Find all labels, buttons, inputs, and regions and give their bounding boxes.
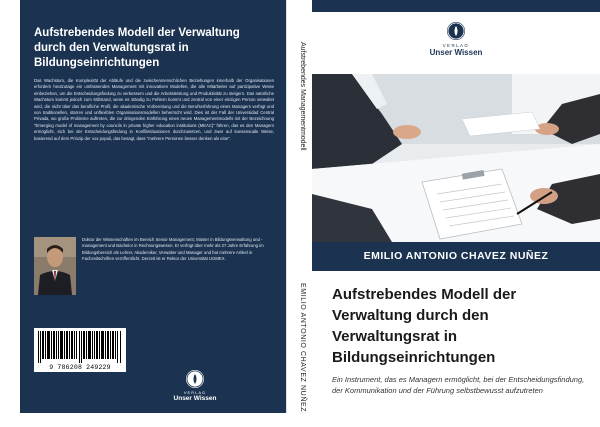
publisher-emblem-icon: [447, 22, 465, 40]
front-cover: [312, 0, 600, 413]
author-bar: [312, 242, 600, 271]
front-logo-brand: Unser Wissen: [429, 48, 483, 57]
author-photo: [34, 237, 76, 295]
barcode: [34, 328, 126, 372]
front-title: Aufstrebendes Modell der Verwaltung durch den Verwaltungsrat in Bildungseinrichtungen: [332, 286, 517, 366]
back-logo-verlag: VERLAG: [183, 390, 207, 395]
back-cover-description: Das Wachstum, die Komplexität der Abläufe und die zwischenmenschlichen Beziehungen innerhalb der Organisationen erfordern heutzutage ein umfassendes Management mit innovativen Modellen, die alle Mitarbeiter auf partizipative Weise einbeziehen, um die Entscheidungsfindung zu verbessern und die Arbeitsleistung und Produktivität zu steigern. Das natürliche Wachstum kommt jedoch zum Stillstand, wenn es ständig zu Fehlern kommt und zentral von einer einzigen Person verwaltet wird, die nicht über das berufliche Profil, die akademische Vorbereitung und die Berufserfahrung eines Managers verfügt und von traditionellen, starren und unflexiblen Organisationsmodellen beherrscht wird. Dies ist der Fall der Universidad Central Privada, wo große Probleme auftreten, die zur dringenden Einführung eines neuen Managementmodells mit der Bezeichnung "Emerging model of management by councils in private higher education institutions (MEAC)" führen, das es den Managern ermöglicht, sich bei der Entscheidungsfindung in Konfliktsituationen durchzusetzen, und zwar auf konsensuale Weise, basierend auf dem Prinzip der vox populi, das besagt, dass "mehrere Personen besser denken als eine".: [34, 78, 274, 141]
spine-title: Aufstrebendes Managementmodell: [299, 42, 306, 151]
back-logo-brand: Unser Wissen: [173, 395, 217, 402]
back-publisher-logo: [170, 370, 220, 402]
front-top-bar: [312, 0, 600, 12]
barcode-digits: 9 786208 249229: [49, 364, 111, 371]
spine-author: EMILIO ANTONIO CHAVEZ NUÑEZ: [299, 283, 306, 413]
front-publisher-logo: [416, 22, 496, 57]
publisher-emblem-icon: [186, 370, 204, 388]
cover-photo-meeting: [312, 74, 600, 242]
back-cover-title: Aufstrebendes Modell der Verwaltung durch den Verwaltungsrat in Bildungseinrichtungen: [34, 27, 240, 69]
front-logo-verlag: VERLAG: [442, 43, 470, 48]
back-cover: [20, 0, 286, 413]
spine: [286, 0, 314, 413]
front-author-name: EMILIO ANTONIO CHAVEZ NUÑEZ: [363, 250, 549, 262]
front-subtitle: Ein Instrument, das es Managern ermöglicht, bei der Entscheidungsfindung, der Kommunikation und der Führung selbstbewusst aufzutreten: [332, 375, 585, 395]
author-bio: Doktor der Wissenschaften im Bereich Senior Management; Master in Bildungsverwaltung und -management und Bachelor in Rechnungswesen. Er verfügt über mehr als 27 Jahre Erfahrung im Bildungsbereich als Lehrer, Akademiker, Verwalter und Manager und hat mehrere Artikel in Fachzeitschriften veröffentlicht. Derzeit ist er Rektor der Universität UGMEX.: [82, 237, 264, 262]
